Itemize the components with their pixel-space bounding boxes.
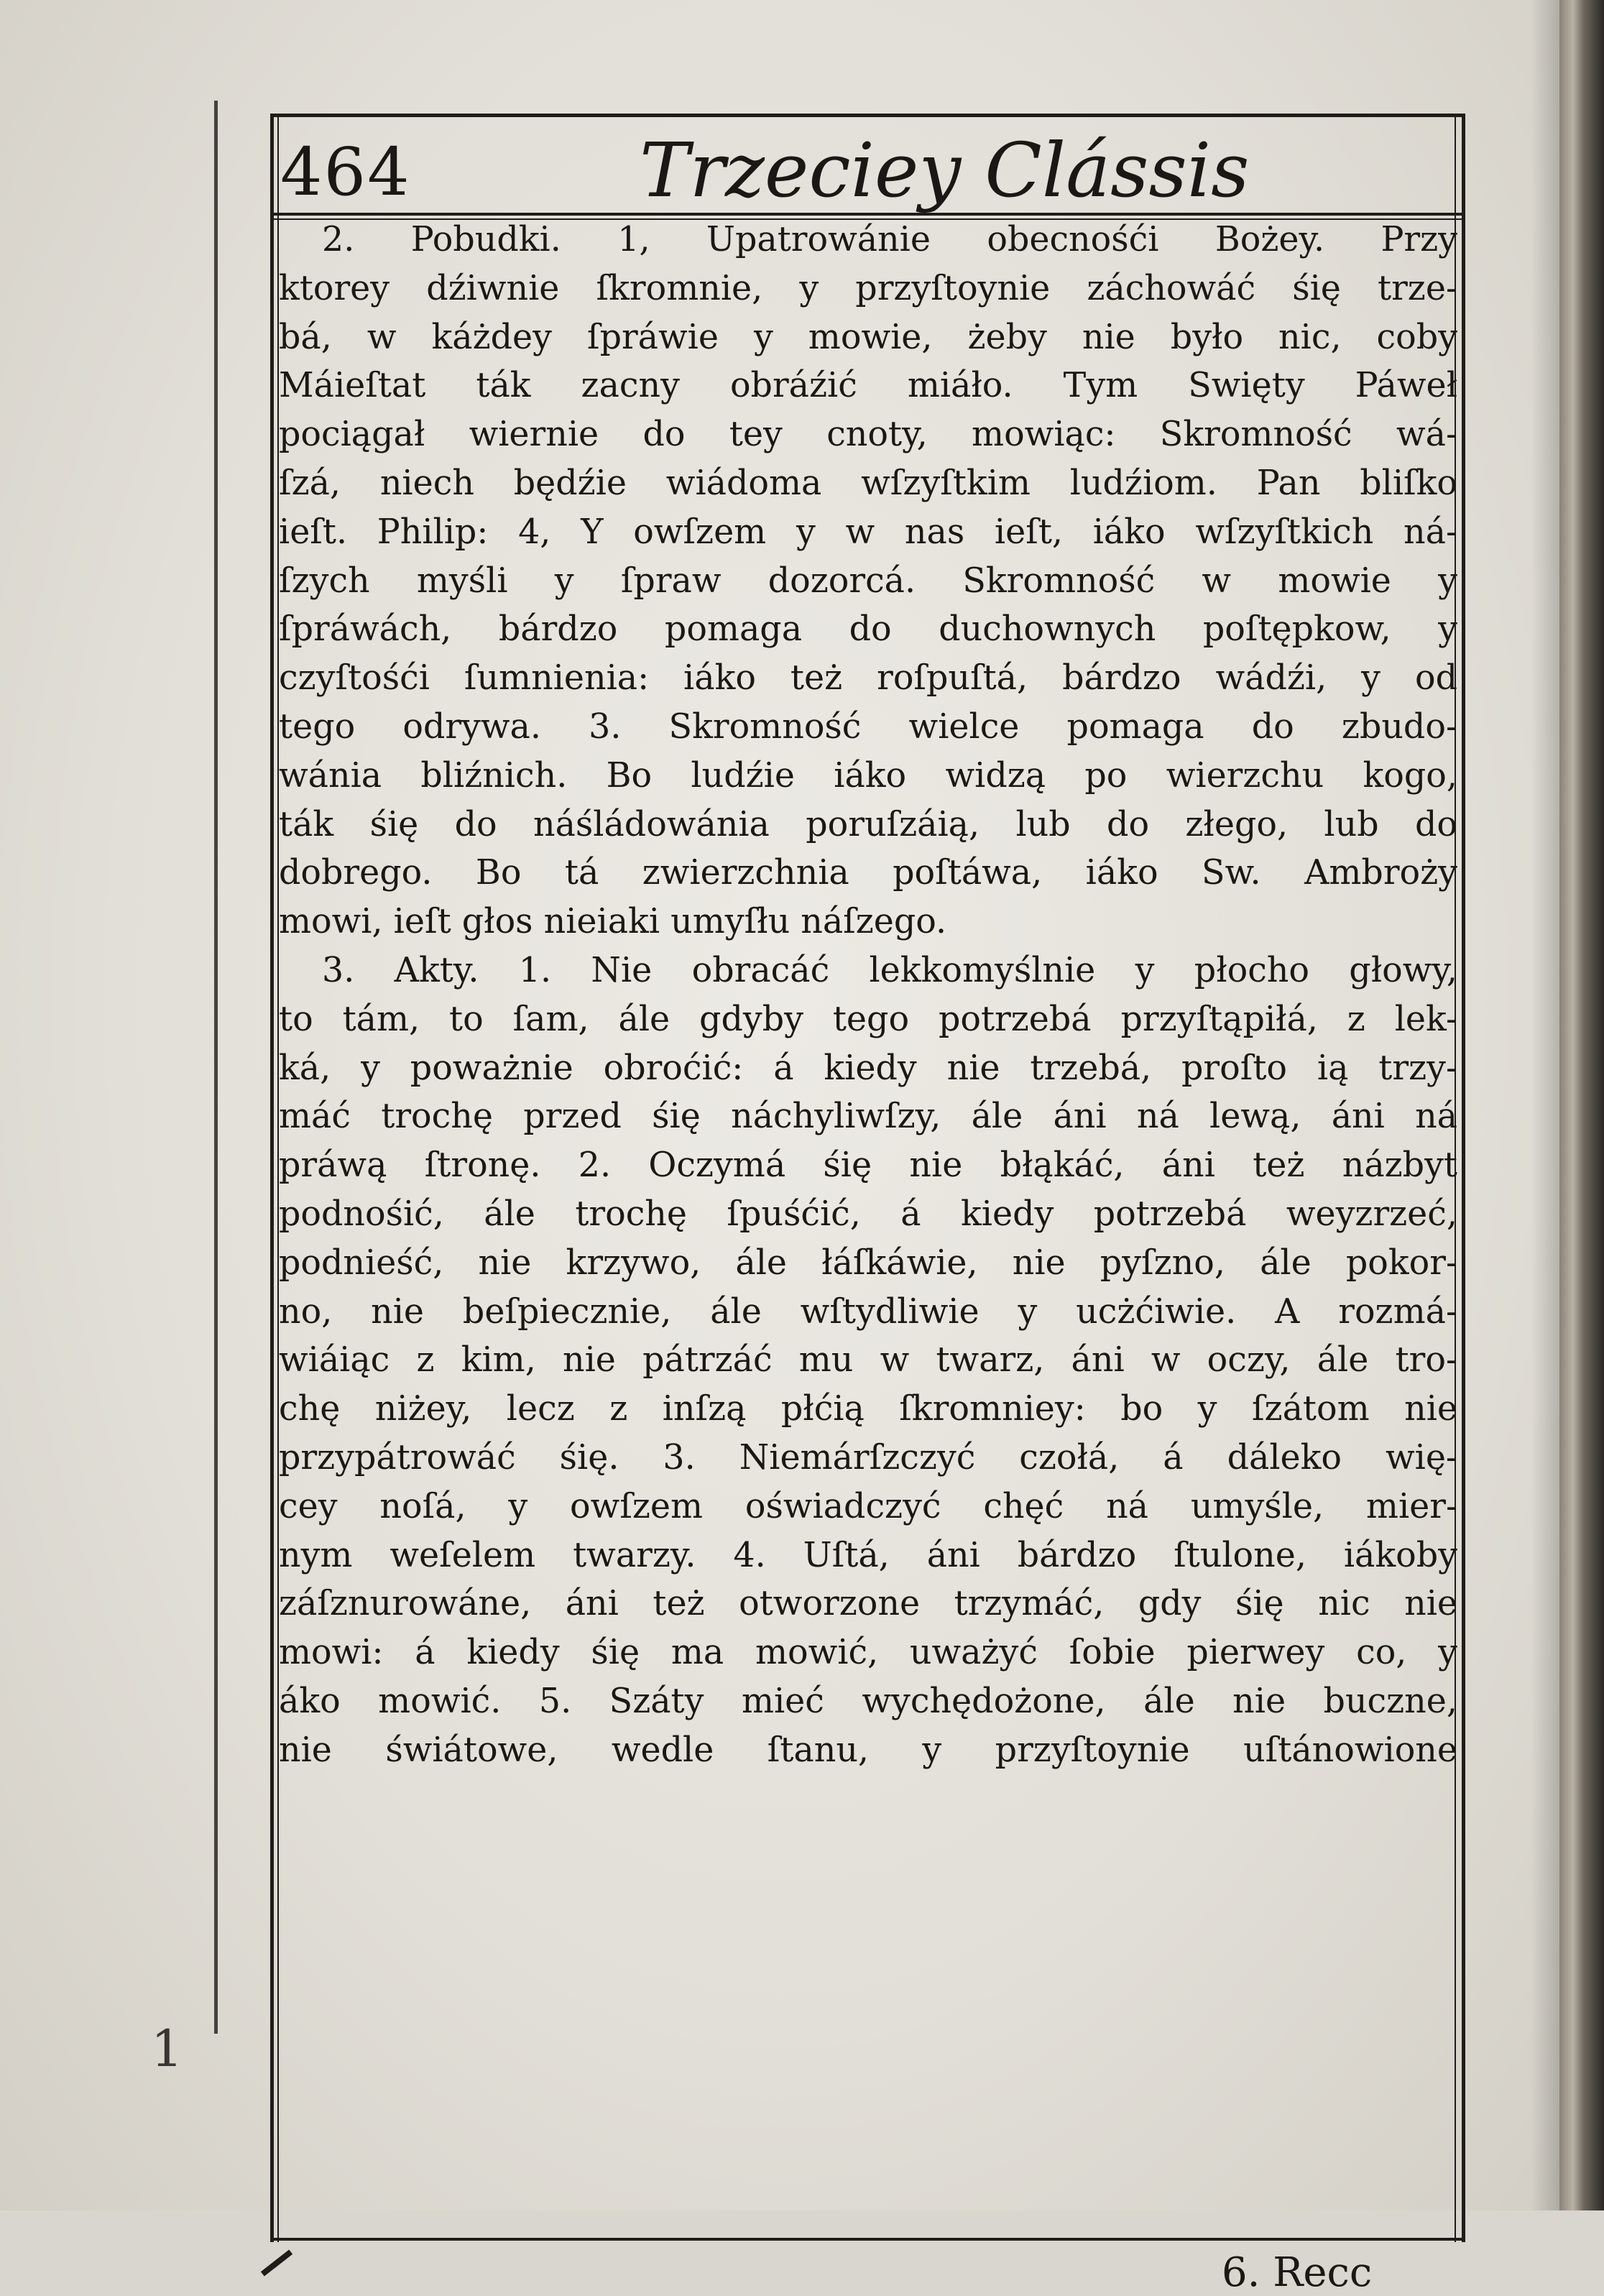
text-line: bá, w káżdey ſpráwie y mowie, żeby nie było nic, coby [279, 317, 1457, 357]
text-line: práwą ſtronę. 2. Oczymá śię nie błąkáć, áni też názbyt [279, 1145, 1457, 1186]
text-line: no, nie beſpiecznie, ále wſtydliwie y ucżćiwie. A rozmá- [279, 1291, 1457, 1332]
text-line: ſzych myśli y ſpraw dozorcá. Skromność w mowie y [279, 561, 1457, 601]
text-line: ieſt. Philip: 4, Y owſzem y w nas ieſt, iáko wſzyſtkich ná- [279, 512, 1457, 552]
text-line: máć trochę przed śię náchyliwſzy, ále áni ná lewą, áni ná [279, 1097, 1457, 1137]
text-line: ſpráwách, bárdzo pomaga do duchownych poſtępkow, y [279, 609, 1457, 650]
text-line: chę niżey, lecz z inſzą płćią ſkromniey: bo y ſzátom nie [279, 1389, 1457, 1429]
book-spine [1559, 0, 1604, 2210]
ink-stroke [261, 2249, 292, 2276]
text-line: ktorey dźiwnie ſkromnie, y przyſtoynie záchowáć śię trze- [279, 268, 1457, 308]
page-number: 464 [280, 134, 411, 211]
page-header [280, 119, 1459, 220]
text-line: podnośić, ále trochę ſpuśćić, á kiedy potrzebá weyzrzeć, [279, 1194, 1457, 1234]
text-line: áko mowić. 5. Száty mieć wychędożone, ále nie buczne, [279, 1681, 1457, 1721]
frame-top-rule [272, 114, 1465, 117]
text-line: ták śię do náśládowánia poruſzáią, lub do złego, lub do [279, 804, 1457, 844]
text-line: to tám, to ſam, ále gdyby tego potrzebá przyſtąpiłá, z lek- [279, 999, 1457, 1039]
text-line: przypátrowáć śię. 3. Niemárſzczyć czołá, á dáleko wię- [279, 1437, 1457, 1477]
text-line: 2. Pobudki. 1, Upatrowánie obecnośći Bożey. Przy [322, 220, 1457, 259]
text-line: ſzá, niech będźie wiádoma wſzyſtkim ludźiom. Pan bliſko [279, 463, 1457, 503]
text-line: pociągał wiernie do tey cnoty, mowiąc: Skromność wá- [279, 415, 1457, 455]
text-line: 3. Akty. 1. Nie obracáć lekkomyślnie y płocho głowy, [322, 950, 1457, 990]
page-fold-shadow [1531, 0, 1559, 2210]
left-margin-rule [214, 101, 218, 2034]
text-line: ká, y poważnie obroćić: á kiedy nie trzebá, proſto ią trzy- [279, 1048, 1457, 1088]
text-line: dobrego. Bo tá zwierzchnia poſtáwa, iáko Sw. Ambroży [279, 853, 1457, 893]
catchword: 6. Recc [1222, 2249, 1373, 2296]
frame-bottom-rule [272, 2238, 1465, 2241]
text-line: Máieſtat ták zacny obráźić miáło. Tym Swięty Páweł [279, 366, 1457, 406]
text-line: tego odrywa. 3. Skromność wielce pomaga do zbudo- [279, 706, 1457, 747]
text-line: wánia bliźnich. Bo ludźie iáko widzą po wierzchu kogo, [279, 755, 1457, 796]
text-line: cey noſá, y owſzem oświadczyć chęć ná umyśle, mier- [279, 1486, 1457, 1526]
text-line: wiáiąc z kim, nie pátrzáć mu w twarz, áni w oczy, ále tro- [279, 1340, 1457, 1380]
body-text [279, 216, 1457, 1775]
text-line: záſznurowáne, áni też otworzone trzymáć, gdy śię nic nie [279, 1584, 1457, 1624]
text-line: mowi, ieſt głos nieiaki umyſłu náſzego. [279, 902, 947, 942]
text-line: podnieść, nie krzywo, ále łáſkáwie, nie pyſzno, ále pokor- [279, 1242, 1457, 1283]
text-line: nie świátowe, wedle ſtanu, y przyſtoynie uſtánowione [279, 1730, 1457, 1770]
running-head: Trzeciey Clássis [640, 126, 1250, 214]
frame-left-rule [270, 114, 274, 2242]
text-line: mowi: á kiedy śię ma mowić, uważyć ſobie pierwey co, y [279, 1633, 1457, 1673]
pencil-margin-mark: 1 [151, 2019, 183, 2078]
text-line: czyſtośći ſumnienia: iáko też roſpuſtá, bárdzo wádźi, y od [279, 658, 1457, 699]
frame-right-rule [1462, 114, 1465, 2242]
text-line: nym weſelem twarzy. 4. Uſtá, áni bárdzo ſtulone, iákoby [279, 1535, 1457, 1575]
